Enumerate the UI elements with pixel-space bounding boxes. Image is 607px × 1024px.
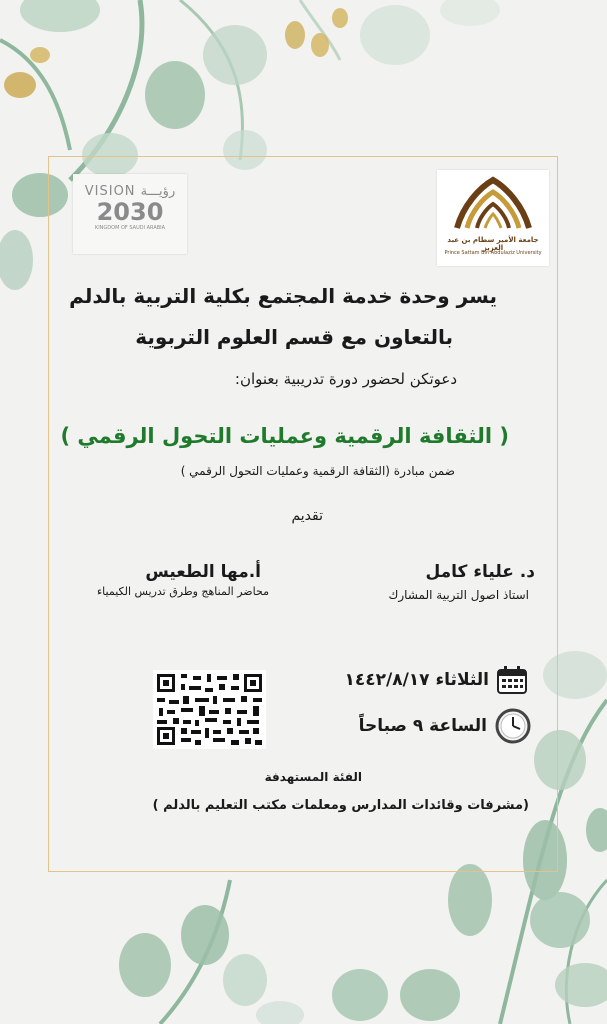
presenter-2-name: أ.مها الطعيس (145, 562, 261, 582)
invite-line-3: دعوتكن لحضور دورة تدريبية بعنوان: (234, 370, 457, 388)
university-name-ar: جامعة الأمير سطام بن عبد العزيز (447, 236, 539, 252)
course-title: ( الثقافة الرقمية وعمليات التحول الرقمي ) (60, 424, 509, 448)
vision-logo-year: 2030 (96, 198, 164, 226)
target-audience-heading: الفئة المستهدفة (264, 770, 362, 784)
course-subtitle: ضمن مبادرة (الثقافة الرقمية وعمليات التحول الرقمي ) (180, 464, 455, 478)
invite-line-1: يسر وحدة خدمة المجتمع بكلية التربية بالدلم (69, 284, 497, 308)
vision-2030-logo (73, 174, 187, 254)
presenter-2-role: محاضر المناهج وطرق تدريس الكيمياء (97, 585, 269, 598)
university-emblem-icon (449, 176, 537, 234)
clock-icon (495, 708, 531, 744)
university-logo (437, 170, 549, 266)
event-date: الثلاثاء ١٤٤٢/٨/١٧ (344, 670, 489, 690)
vision-logo-kingdom: KINGDOM OF SAUDI ARABIA (94, 225, 166, 231)
invite-line-2: بالتعاون مع قسم العلوم التربوية (135, 325, 453, 349)
vision-logo-line1: VISION رؤيـــة (84, 184, 176, 199)
event-time: الساعة ٩ صباحاً (358, 716, 487, 736)
calendar-icon (497, 666, 527, 694)
target-audience-value: (مشرفات وقائدات المدارس ومعلمات مكتب التعليم بالدلم ) (152, 798, 529, 813)
presenting-label: تقديم (291, 508, 323, 524)
university-name-en: Prince Sattam Bin Abdulaziz University (444, 250, 542, 256)
qr-code[interactable] (153, 670, 266, 749)
time-row (359, 708, 531, 744)
date-row (345, 666, 528, 694)
presenter-1-name: د. علياء كامل (425, 562, 535, 582)
presenter-1-role: استاذ اصول التربية المشارك (388, 588, 529, 602)
